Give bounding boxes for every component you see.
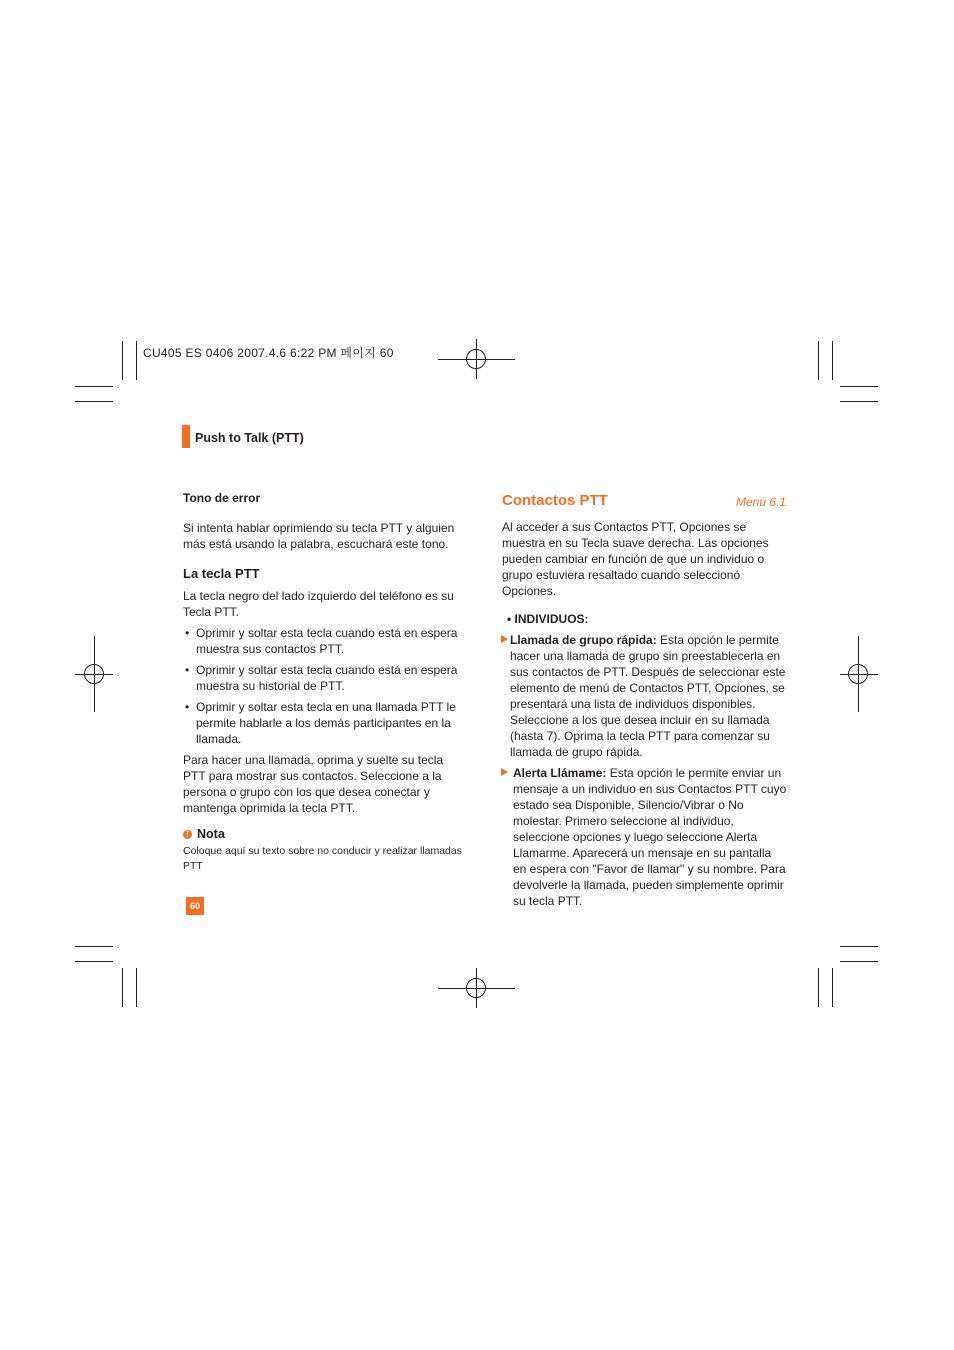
options-list xyxy=(502,632,787,909)
note-title-text: Nota xyxy=(197,827,225,841)
left-column xyxy=(183,490,468,874)
crop-mark xyxy=(75,961,113,962)
crop-mark xyxy=(122,968,123,1007)
option-text: Esta opción le permite enviar un mensaje a un individuo en sus Contactos PTT cuyo estado sea Disponible, Silencio/Vibrar o No molestar. Primero seleccione al individuo, seleccione opciones y luego seleccione Alerta Llamarme. Aparecerá un mensaje en su pantalla en espera con "Favor de llamar" y su nombre. Para devolverle la llamada, pueden simplemente oprimir su tecla PTT. xyxy=(513,766,787,908)
right-column xyxy=(502,519,787,914)
section-marker xyxy=(182,425,190,448)
crop-mark xyxy=(75,401,113,402)
warning-icon xyxy=(183,830,192,839)
contactos-intro: Al acceder a sus Contactos PTT, Opciones se muestra en su Tecla suave derecha. Las opciones pueden cambiar en función de que un individuo o grupo estuviera resaltado cuando seleccionó Opciones. xyxy=(502,520,769,598)
tecla-bullets xyxy=(183,625,468,747)
individuos-heading: • INDIVIDUOS: xyxy=(507,612,589,626)
note-body: Coloque aquí su texto sobre no conducir y realizar llamadas PTT xyxy=(183,845,462,872)
crop-mark xyxy=(840,401,878,402)
page-number: 60 xyxy=(186,897,204,915)
registration-mark xyxy=(466,349,486,369)
registration-mark xyxy=(84,664,104,684)
option-label: Llamada de grupo rápida: xyxy=(510,633,657,647)
crop-mark xyxy=(75,946,113,947)
option-alerta-llamame xyxy=(502,765,787,909)
crop-mark xyxy=(136,341,137,380)
crop-mark xyxy=(840,946,878,947)
crop-mark xyxy=(122,341,123,380)
crop-mark xyxy=(75,386,113,387)
crop-mark xyxy=(832,968,833,1007)
note-title xyxy=(183,826,468,842)
list-item: • Oprimir y soltar esta tecla cuando está en espera muestra sus contactos PTT. xyxy=(183,625,468,657)
registration-mark xyxy=(848,664,868,684)
tono-heading: Tono de error xyxy=(183,491,261,505)
option-llamada-grupo xyxy=(502,632,787,760)
crop-mark xyxy=(832,341,833,380)
menu-reference: Menú 6.1 xyxy=(736,495,787,509)
option-text: Esta opción le permite hacer una llamada de grupo sin preestablecerla en sus contactos de PTT. Después de seleccionar este elemento de menú de Contactos PTT, Opciones, se presentará una lista de individuos disponibles. Seleccione a los que desea incluir en su llamada (hasta 7). Oprima la tecla PTT para comenzar su llamada de grupo rápida. xyxy=(510,633,786,759)
crop-mark xyxy=(818,968,819,1007)
option-label: Alerta Llámame: xyxy=(513,766,607,780)
call-body: Para hacer una llamada, oprima y suelte su tecla PTT para mostrar sus contactos. Seleccione a la persona o grupo con los que desea conectar y mantenga oprimida la tecla PTT. xyxy=(183,753,444,815)
registration-mark xyxy=(466,978,486,998)
crop-mark xyxy=(840,386,878,387)
print-slug: CU405 ES 0406 2007.4.6 6:22 PM 페이지 60 xyxy=(143,346,394,360)
section-title: Push to Talk (PTT) xyxy=(195,431,304,445)
tecla-body: La tecla negro del lado izquierdo del teléfono es su Tecla PTT. xyxy=(183,589,454,619)
tecla-heading: La tecla PTT xyxy=(183,566,260,581)
contactos-title: Contactos PTT xyxy=(502,492,608,509)
crop-mark xyxy=(840,961,878,962)
list-item: • Oprimir y soltar esta tecla cuando está en espera muestra su historial de PTT. xyxy=(183,662,468,694)
tono-body: Si intenta hablar oprimiendo su tecla PTT y alguien más está usando la palabra, escuchará este tono. xyxy=(183,521,455,551)
crop-mark xyxy=(818,341,819,380)
crop-mark xyxy=(136,968,137,1007)
list-item: • Oprimir y soltar esta tecla en una llamada PTT le permite hablarle a los demás participantes en la llamada. xyxy=(183,699,468,747)
